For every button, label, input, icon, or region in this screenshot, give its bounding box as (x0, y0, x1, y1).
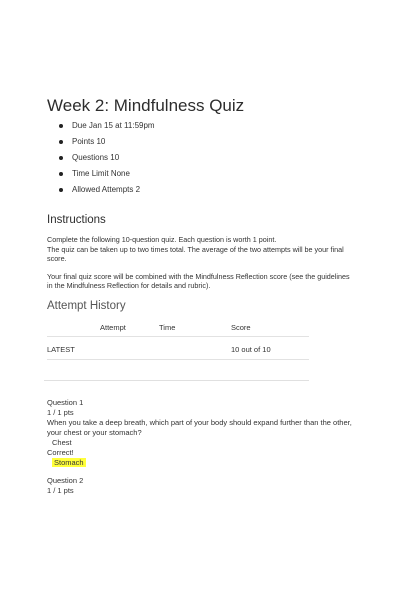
question-number: Question 1 (47, 398, 84, 407)
instructions-paragraph (47, 235, 357, 264)
question-count: Questions 10 (58, 150, 155, 166)
time-limit: Time Limit None (58, 166, 155, 182)
instructions-body (47, 235, 357, 291)
question-points: 1 / 1 pts (47, 486, 74, 495)
instructions-line: The quiz can be taken up to two times total. The average of the two attempts will be your final score. (47, 244, 344, 263)
attempt-score: 10 out of 10 (231, 345, 271, 354)
due-date: Due Jan 15 at 11:59pm (58, 118, 155, 134)
column-header-attempt: Attempt (100, 323, 126, 332)
instructions-heading: Instructions (47, 214, 106, 226)
question-text: When you take a deep breath, which part of your body should expand further than the other, your chest or your stomach? (47, 418, 352, 437)
answer-feedback: Correct! (47, 448, 74, 457)
attempt-history-table (47, 317, 309, 360)
instructions-line: Complete the following 10-question quiz. Each question is worth 1 point. (47, 235, 277, 244)
page-title: Week 2: Mindfulness Quiz (47, 96, 245, 115)
section-divider (44, 380, 309, 381)
answer-option-chest: Chest (52, 438, 72, 447)
question-2 (47, 476, 357, 496)
question-1 (47, 398, 357, 468)
instructions-paragraph: Your final quiz score will be combined with the Mindfulness Reflection score (see the guidelines in the Mindfulness Reflection for details and rubric). (47, 271, 350, 290)
question-points: 1 / 1 pts (47, 408, 74, 417)
question-number: Question 2 (47, 476, 84, 485)
table-header-row (47, 317, 309, 337)
column-header-time: Time (159, 323, 176, 332)
attempt-label: LATEST (47, 345, 75, 354)
quiz-details-list (58, 118, 155, 198)
column-header-score: Score (231, 323, 251, 332)
attempt-history-heading: Attempt History (47, 300, 126, 312)
points: Points 10 (58, 134, 155, 150)
answer-option-stomach-selected: Stomach (54, 458, 84, 467)
allowed-attempts: Allowed Attempts 2 (58, 182, 155, 198)
table-row (47, 337, 309, 360)
